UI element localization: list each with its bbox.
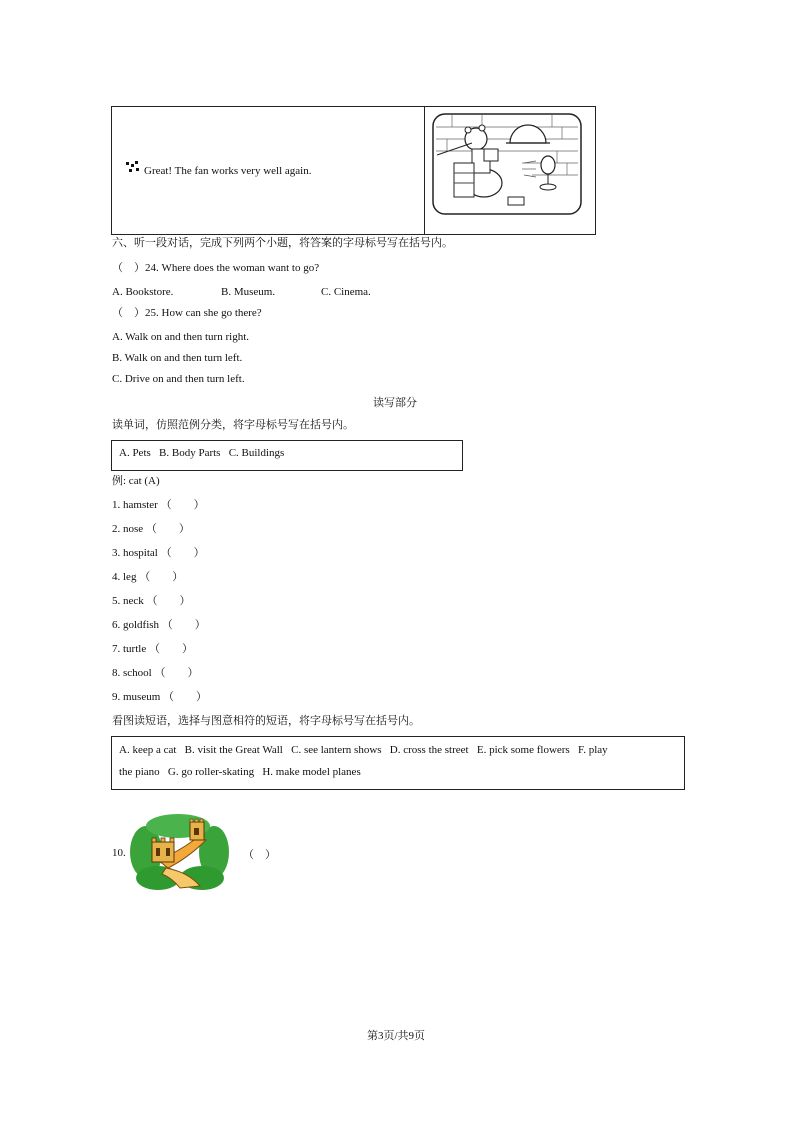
section-heading: 读写部分 — [373, 397, 417, 409]
fan-repair-picture — [432, 113, 582, 218]
word-item-6: 6. goldfish （ ） — [112, 619, 206, 631]
q24-option-a: A. Bookstore. — [112, 286, 174, 298]
q24-option-b: B. Museum. — [221, 286, 276, 298]
phrases-box — [111, 736, 685, 790]
word-item-8: 8. school （ ） — [112, 667, 199, 679]
picture-instruction: 看图读短语，选择与图意相符的短语，将字母标号写在括号内。 — [112, 715, 420, 727]
word-item-2: 2. nose （ ） — [112, 523, 190, 535]
q25-stem: （ ）25. How can she go there? — [112, 307, 262, 319]
q24-stem: （ ）24. Where does the woman want to go? — [112, 262, 320, 274]
word-item-9: 9. museum （ ） — [112, 691, 208, 703]
categories-text: A. Pets B. Body Parts C. Buildings — [119, 447, 285, 459]
categories-box — [111, 440, 463, 471]
word-item-1: 1. hamster （ ） — [112, 499, 205, 511]
dialog-table — [111, 106, 596, 235]
word-item-5: 5. neck （ ） — [112, 595, 191, 607]
word-item-7: 7. turtle （ ） — [112, 643, 193, 655]
great-wall-picture — [128, 812, 230, 895]
q10-answer-bracket: （ ） — [243, 849, 276, 861]
classify-instruction: 读单词，仿照范例分类，将字母标号写在括号内。 — [112, 419, 354, 431]
word-item-3: 3. hospital （ ） — [112, 547, 205, 559]
q10-number: 10. — [112, 847, 126, 859]
q24-option-c: C. Cinema. — [321, 286, 371, 298]
q25-option-a: A. Walk on and then turn right. — [112, 331, 250, 343]
speaker-icon — [125, 160, 141, 179]
q25-option-c: C. Drive on and then turn left. — [112, 373, 245, 385]
table-divider — [424, 107, 425, 234]
example-line: 例: cat (A) — [112, 475, 160, 487]
section6-instruction: 六、听一段对话，完成下列两个小题，将答案的字母标号写在括号内。 — [112, 237, 453, 249]
dialog-line: Great! The fan works very well again. — [144, 165, 312, 177]
q25-option-b: B. Walk on and then turn left. — [112, 352, 243, 364]
phrases-line-2: the piano G. go roller-skating H. make model planes — [119, 766, 361, 778]
word-item-4: 4. leg （ ） — [112, 571, 184, 583]
page-number: 第3页/共9页 — [367, 1030, 426, 1042]
phrases-line-1: A. keep a cat B. visit the Great Wall C. see lantern shows D. cross the street E. pick some flowers F. play — [119, 744, 608, 756]
